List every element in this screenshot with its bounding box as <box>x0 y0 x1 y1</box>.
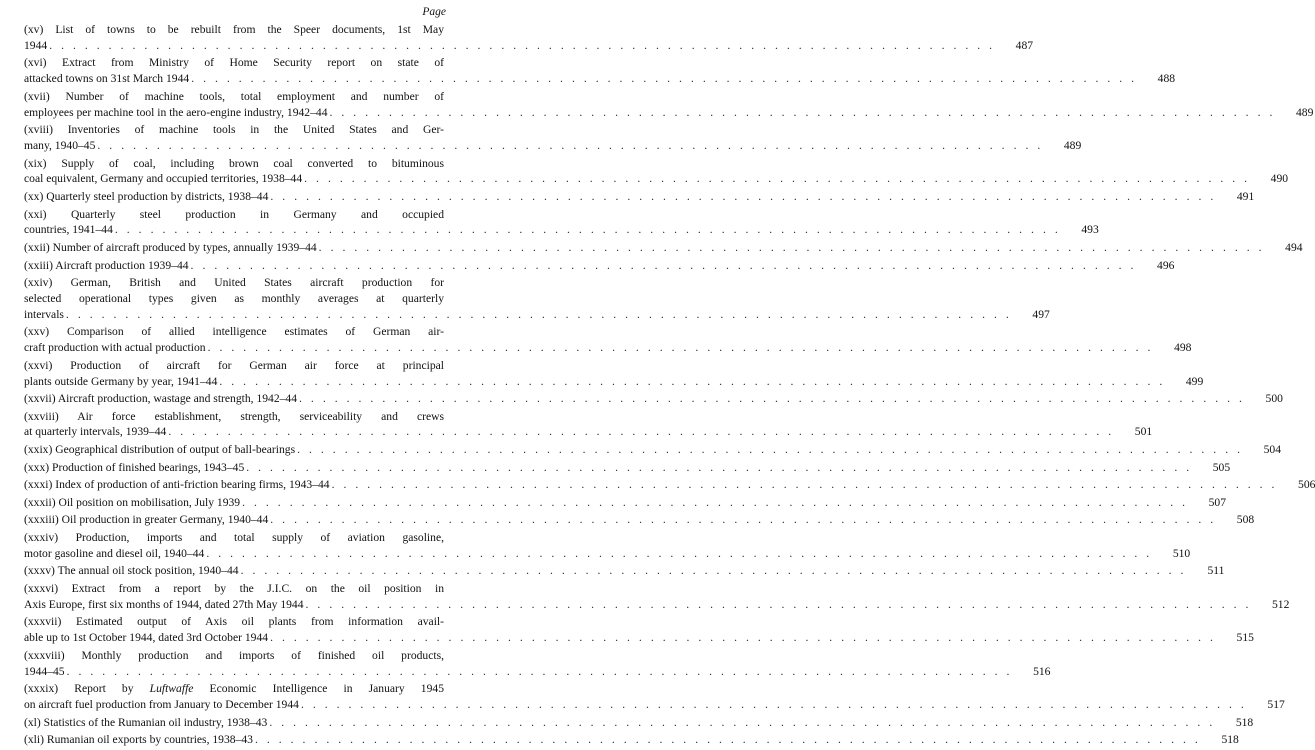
toc-entry-line <box>24 222 1099 238</box>
toc-entry-text: (xviii) Inventories of machine tools in the United States and Ger- <box>24 123 444 137</box>
dot-leaders: ................................................................................ <box>269 715 1222 729</box>
toc-entry-line <box>24 630 1254 646</box>
toc-entry <box>24 55 1176 87</box>
toc-page-number: 489 <box>1063 138 1082 152</box>
toc-entry-text: able up to 1st October 1944, dated 3rd October 1944 <box>24 631 269 645</box>
toc-entry-line <box>24 156 444 172</box>
toc-entry-line <box>24 171 1289 187</box>
toc-entry-line <box>24 495 1226 511</box>
toc-entry-text: (xxv) Comparison of allied intelligence estimates of German air- <box>24 325 444 339</box>
toc-page-number: 507 <box>1208 495 1226 509</box>
dot-leaders: ................................................................................ <box>219 374 1172 388</box>
toc-entry-text: employees per machine tool in the aero-engine industry, 1942–44 <box>24 105 328 119</box>
dot-leaders: ................................................................................ <box>206 546 1159 560</box>
toc-entry <box>24 324 1192 356</box>
toc-entry <box>24 563 1225 579</box>
toc-entry-line <box>24 648 444 664</box>
toc-entry-text: (xxxiv) Production, imports and total supply of aviation gasoline, <box>24 531 444 545</box>
toc-entry-text: coal equivalent, Germany and occupied territories, 1938–44 <box>24 172 303 186</box>
italic-term: Luftwaffe <box>149 682 194 696</box>
toc-entry <box>24 442 1281 458</box>
toc-entry-text: (xx) Quarterly steel production by districts, 1938–44 <box>24 189 269 203</box>
toc-entry-text: (xxvii) Aircraft production, wastage and strength, 1942–44 <box>24 392 298 406</box>
toc-page-number: 497 <box>1032 307 1050 321</box>
toc-entry-text: intervals <box>24 307 64 321</box>
toc-entry <box>24 477 1315 493</box>
toc-entry-line <box>24 122 444 138</box>
toc-page-number: 518 <box>1235 715 1254 729</box>
toc-page-number: 498 <box>1174 341 1192 355</box>
dot-leaders: ................................................................................ <box>191 72 1144 86</box>
toc-page-number: 500 <box>1265 392 1283 406</box>
toc-entry-line <box>24 240 1303 256</box>
toc-entry-line <box>24 71 1176 87</box>
toc-entry <box>24 581 1290 613</box>
toc-entry <box>24 460 1231 476</box>
toc-entry-text: (xxvi) Production of aircraft for German air force at principal <box>24 358 444 372</box>
dot-leaders: ................................................................................ <box>190 258 1143 272</box>
dot-leaders: ................................................................................ <box>300 698 1253 711</box>
toc-entry-text: Axis Europe, first six months of 1944, dated 27th May 1944 <box>24 597 304 611</box>
toc-entry-line <box>24 424 1153 440</box>
toc-entry-text: (xvi) Extract from Ministry of Home Security report on state of <box>24 56 444 70</box>
toc-entry-line <box>24 697 1285 713</box>
toc-entry-line <box>24 581 444 597</box>
dot-leaders: ................................................................................ <box>240 564 1193 578</box>
dot-leaders: ................................................................................ <box>49 38 1002 52</box>
table-of-contents <box>24 22 1315 750</box>
dot-leaders: ................................................................................ <box>297 443 1249 457</box>
toc-entry <box>24 189 1255 205</box>
toc-page-number: 490 <box>1270 172 1289 186</box>
toc-page-number: 494 <box>1285 240 1303 254</box>
toc-entry-line <box>24 546 1191 562</box>
page-column-label: Page <box>422 6 446 18</box>
toc-entry-line <box>24 530 444 546</box>
toc-entry-text: (xxiii) Aircraft production 1939–44 <box>24 258 189 272</box>
toc-entry-line <box>24 89 444 105</box>
toc-entry <box>24 391 1283 407</box>
toc-entry <box>24 258 1175 274</box>
toc-entry <box>24 240 1303 256</box>
toc-page-number: 508 <box>1236 513 1255 527</box>
dot-leaders: ................................................................................ <box>97 138 1050 152</box>
toc-entry-text: (xxxix) Report by Luftwaffe Economic Intelligence in January 1945 <box>24 682 444 696</box>
dot-leaders: ................................................................................ <box>304 172 1257 186</box>
toc-entry-text: craft production with actual production <box>24 341 206 355</box>
toc-page-number: 487 <box>1015 38 1034 52</box>
toc-page-number: 515 <box>1236 631 1254 645</box>
toc-entry <box>24 22 1034 54</box>
toc-entry <box>24 409 1153 441</box>
toc-page-number: 499 <box>1185 374 1204 388</box>
toc-entry <box>24 156 1289 188</box>
dot-leaders: ................................................................................ <box>270 513 1223 527</box>
toc-entry-text: (xv) List of towns to be rebuilt from the Speer documents, 1st May <box>24 23 444 36</box>
dot-leaders: ................................................................................ <box>207 341 1160 355</box>
dot-leaders: ................................................................................ <box>299 392 1251 406</box>
dot-leaders: ................................................................................ <box>329 105 1282 119</box>
dot-leaders: ................................................................................ <box>305 597 1258 611</box>
dot-leaders: ................................................................................ <box>65 307 1018 321</box>
toc-entry-text: many, 1940–45 <box>24 138 96 152</box>
toc-entry <box>24 715 1254 731</box>
toc-entry <box>24 614 1254 646</box>
dot-leaders: ................................................................................ <box>114 223 1067 237</box>
dot-leaders: ................................................................................ <box>270 189 1223 203</box>
toc-entry-text: (xvii) Number of machine tools, total employment and number of <box>24 89 444 103</box>
toc-entry-line <box>24 460 1231 476</box>
toc-entry-text: (xxix) Geographical distribution of output of ball-bearings <box>24 443 296 457</box>
toc-entry-line <box>24 664 1051 680</box>
toc-page-number: 512 <box>1272 597 1290 611</box>
toc-entry-text: selected operational types given as monthly averages at quarterly <box>24 291 444 305</box>
toc-entry-line <box>24 374 1204 390</box>
toc-page-number: 493 <box>1081 223 1099 237</box>
toc-page-number: 488 <box>1157 72 1176 86</box>
toc-page-number: 506 <box>1298 478 1315 492</box>
toc-entry-text: (xxx) Production of finished bearings, 1943–45 <box>24 460 245 474</box>
toc-page-number: 504 <box>1263 443 1281 457</box>
toc-entry <box>24 275 1050 322</box>
toc-page-number: 489 <box>1295 105 1314 119</box>
dot-leaders: ................................................................................ <box>254 733 1207 747</box>
toc-entry-line <box>24 340 1192 356</box>
toc-entry-line <box>24 207 444 223</box>
toc-entry-text: attacked towns on 31st March 1944 <box>24 72 190 86</box>
toc-page-number: 516 <box>1033 664 1051 678</box>
toc-page-number: 517 <box>1267 698 1285 711</box>
dot-leaders: ................................................................................ <box>246 460 1199 474</box>
toc-entry-line <box>24 512 1255 528</box>
toc-entry-line <box>24 138 1082 154</box>
toc-entry <box>24 681 1285 713</box>
toc-page-number: 496 <box>1157 258 1175 272</box>
dot-leaders: ................................................................................ <box>168 425 1121 439</box>
toc-entry-text: (xli) Rumanian oil exports by countries, 1938–43 <box>24 733 253 747</box>
toc-entry-line <box>24 409 444 425</box>
toc-entry-line <box>24 55 444 71</box>
toc-page-number: 491 <box>1236 189 1255 203</box>
toc-entry-text: (xxviii) Air force establishment, strength, serviceability and crews <box>24 409 444 423</box>
toc-entry-text: (xl) Statistics of the Rumanian oil industry, 1938–43 <box>24 715 268 729</box>
toc-entry-line <box>24 477 1315 493</box>
toc-entry <box>24 732 1239 748</box>
toc-entry-line <box>24 189 1255 205</box>
toc-entry-text: countries, 1941–44 <box>24 223 113 237</box>
toc-entry <box>24 89 1314 121</box>
toc-entry-line <box>24 258 1175 274</box>
toc-entry-text: on aircraft fuel production from January to December 1944 <box>24 698 299 711</box>
toc-entry-line <box>24 307 1050 323</box>
toc-entry-text: (xxxii) Oil position on mobilisation, July 1939 <box>24 495 241 509</box>
toc-entry-text: (xxi) Quarterly steel production in Germany and occupied <box>24 207 444 221</box>
dot-leaders: ................................................................................ <box>66 664 1019 678</box>
toc-entry-text: (xxxi) Index of production of anti-friction bearing firms, 1943–44 <box>24 478 330 492</box>
toc-entry-line <box>24 324 444 340</box>
toc-entry-line <box>24 715 1254 731</box>
toc-entry-line <box>24 105 1314 121</box>
toc-entry-text: 1944–45 <box>24 664 65 678</box>
toc-entry-line <box>24 391 1283 407</box>
toc-page-number: 505 <box>1212 460 1231 474</box>
toc-entry-text: (xxiv) German, British and United States aircraft production for <box>24 276 444 290</box>
toc-entry-line <box>24 563 1225 579</box>
toc-page-number: 510 <box>1172 546 1191 560</box>
toc-page-number: 501 <box>1134 425 1153 439</box>
toc-entry-line <box>24 442 1281 458</box>
toc-page-number: 511 <box>1207 564 1225 578</box>
toc-entry-text: (xix) Supply of coal, including brown coal converted to bituminous <box>24 156 444 170</box>
toc-entry-line <box>24 732 1239 748</box>
toc-entry-text: (xxxv) The annual oil stock position, 1940–44 <box>24 564 239 578</box>
toc-entry-text: at quarterly intervals, 1939–44 <box>24 425 167 439</box>
toc-entry-text: (xxxvi) Extract from a report by the J.I.C. on the oil position in <box>24 582 444 596</box>
toc-entry-line <box>24 614 444 630</box>
toc-entry <box>24 648 1051 680</box>
toc-entry-line <box>24 291 444 307</box>
toc-entry-text: 1944 <box>24 38 48 52</box>
dot-leaders: ................................................................................ <box>318 240 1271 254</box>
toc-entry-line <box>24 22 444 38</box>
toc-entry-text: (xxxviii) Monthly production and imports of finished oil products, <box>24 648 444 662</box>
toc-entry <box>24 512 1255 528</box>
toc-entry-text: (xxxvii) Estimated output of Axis oil plants from information avail- <box>24 615 444 629</box>
toc-entry <box>24 530 1191 562</box>
toc-entry-text: (xxxiii) Oil production in greater Germany, 1940–44 <box>24 513 269 527</box>
toc-entry <box>24 207 1099 239</box>
toc-entry-text: (xxii) Number of aircraft produced by types, annually 1939–44 <box>24 240 317 254</box>
dot-leaders: ................................................................................ <box>270 631 1222 645</box>
toc-entry-line <box>24 38 1034 54</box>
dot-leaders: ................................................................................ <box>242 495 1194 509</box>
dot-leaders: ................................................................................ <box>331 478 1284 492</box>
toc-entry-line <box>24 358 444 374</box>
toc-entry-line <box>24 275 444 291</box>
toc-entry <box>24 358 1204 390</box>
toc-entry-text: plants outside Germany by year, 1941–44 <box>24 374 218 388</box>
toc-entry-line <box>24 597 1290 613</box>
toc-entry <box>24 495 1226 511</box>
toc-page-number: 518 <box>1221 733 1239 747</box>
toc-entry-text: motor gasoline and diesel oil, 1940–44 <box>24 546 205 560</box>
toc-entry-line <box>24 681 444 697</box>
toc-entry <box>24 122 1082 154</box>
